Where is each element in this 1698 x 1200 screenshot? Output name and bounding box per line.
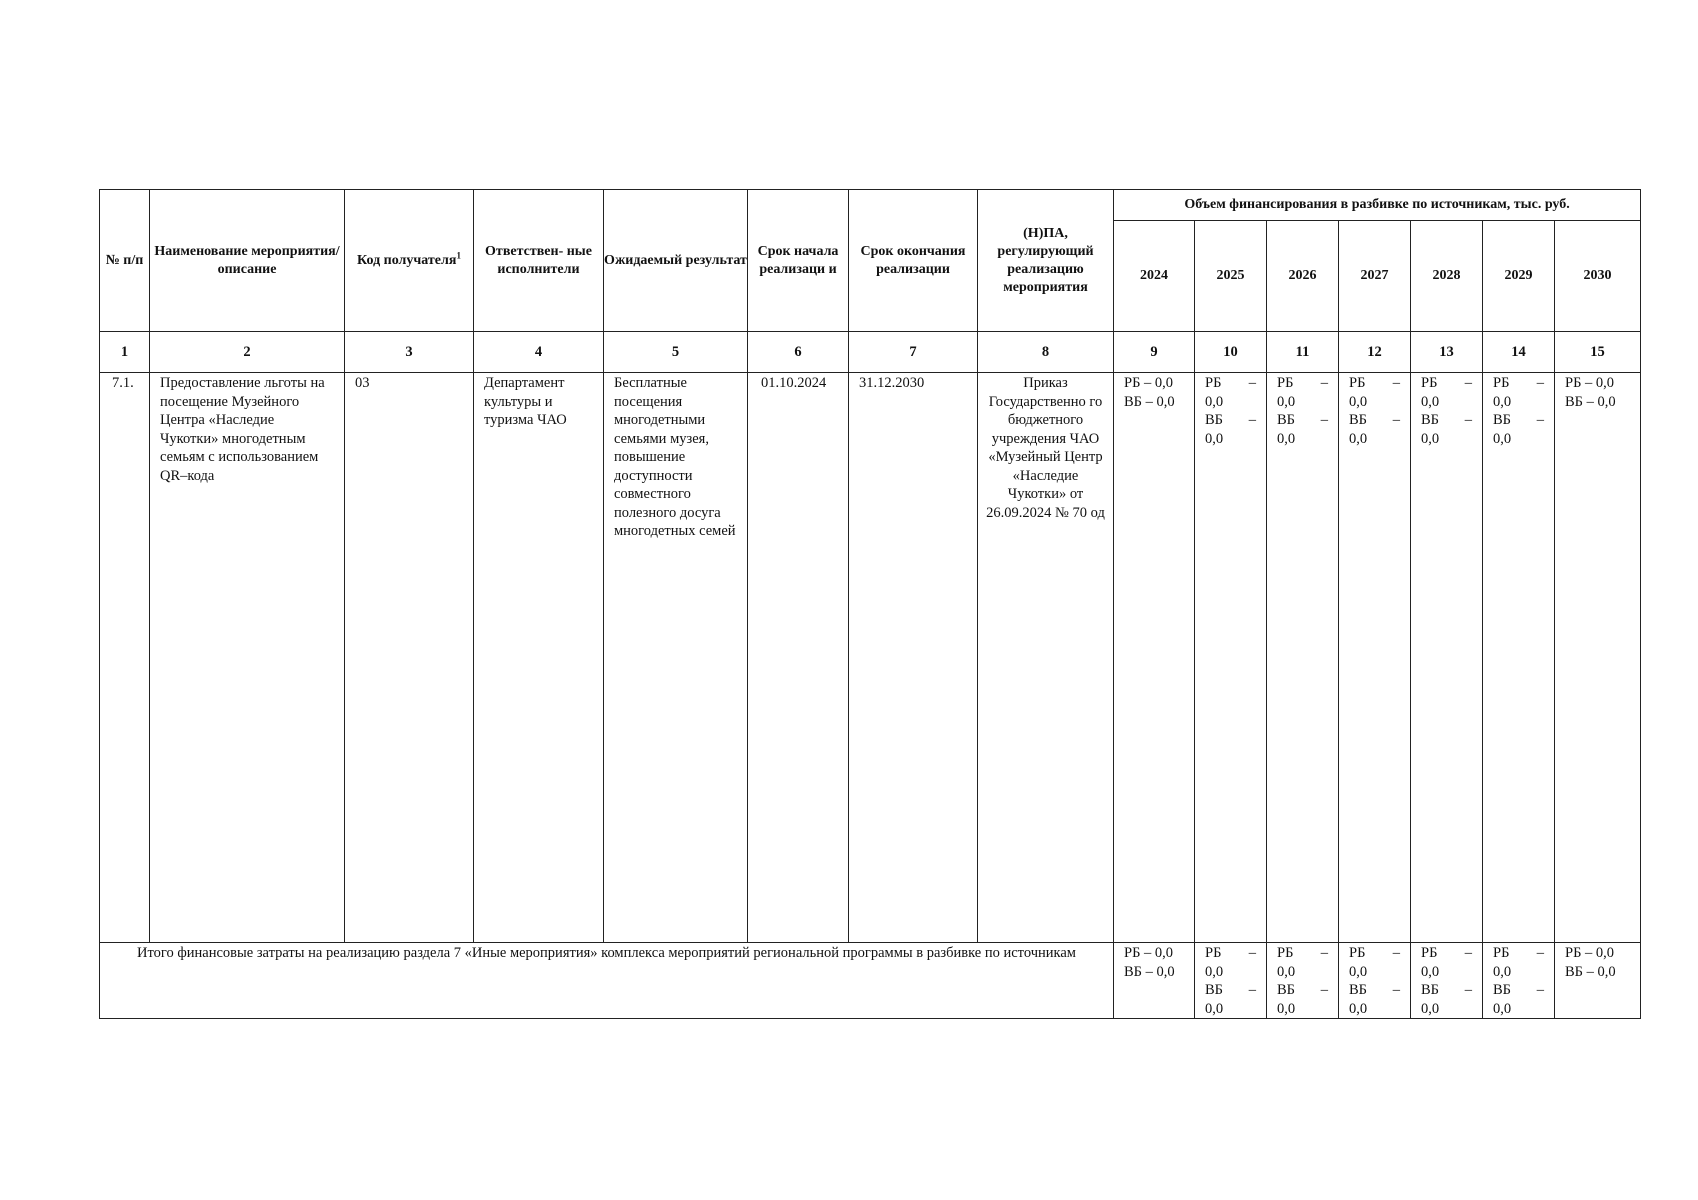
fin-dash: – bbox=[1464, 945, 1472, 961]
fin-rb-value: 0,0 bbox=[1277, 963, 1296, 980]
header-code-text: Код получателя bbox=[357, 252, 457, 268]
total-row bbox=[100, 943, 1641, 1019]
fin-cell-2026 bbox=[1267, 373, 1339, 943]
header-year: 2028 bbox=[1411, 221, 1483, 332]
column-number: 10 bbox=[1195, 332, 1267, 373]
fin-rb-value: 0,0 bbox=[1349, 963, 1368, 980]
total-label: Итого финансовые затраты на реализацию раздела 7 «Иные мероприятия» комплекса мероприятий региональной программы в разбивке по источникам bbox=[100, 943, 1114, 1019]
fin-dash: – bbox=[1536, 945, 1544, 961]
fin-rb: РБ bbox=[1349, 375, 1366, 391]
header-year: 2026 bbox=[1267, 221, 1339, 332]
header-year: 2030 bbox=[1555, 221, 1641, 332]
fin-dash: – bbox=[1392, 982, 1400, 998]
fin-rb-value: 0,0 bbox=[1205, 963, 1224, 980]
fin-dash: – bbox=[1248, 945, 1256, 961]
column-number: 2 bbox=[150, 332, 345, 373]
total-fin-2024 bbox=[1114, 943, 1195, 1019]
fin-vb: ВБ bbox=[1277, 412, 1295, 428]
fin-vb: ВБ – 0,0 bbox=[1565, 393, 1616, 410]
header-code bbox=[345, 190, 474, 332]
column-number: 6 bbox=[748, 332, 849, 373]
fin-vb: ВБ bbox=[1277, 982, 1295, 998]
header-year: 2029 bbox=[1483, 221, 1555, 332]
fin-rb-value: 0,0 bbox=[1349, 393, 1368, 410]
column-number: 12 bbox=[1339, 332, 1411, 373]
fin-vb-value: 0,0 bbox=[1421, 430, 1440, 447]
table-row bbox=[100, 373, 1641, 943]
fin-vb: ВБ bbox=[1349, 982, 1367, 998]
fin-rb: РБ bbox=[1205, 945, 1222, 961]
column-number: 3 bbox=[345, 332, 474, 373]
fin-vb: ВБ bbox=[1493, 412, 1511, 428]
row-name: Предоставление льготы на посещение Музейного Центра «Наследие Чукотки» многодетным семьям с использованием QR–кода bbox=[150, 373, 345, 943]
fin-cell-2027 bbox=[1339, 373, 1411, 943]
fin-rb: РБ bbox=[1421, 945, 1438, 961]
fin-rb: РБ bbox=[1277, 945, 1294, 961]
fin-cell-2025 bbox=[1195, 373, 1267, 943]
fin-dash: – bbox=[1536, 375, 1544, 391]
fin-dash: – bbox=[1320, 982, 1328, 998]
fin-dash: – bbox=[1320, 412, 1328, 428]
fin-dash: – bbox=[1392, 375, 1400, 391]
row-result: Бесплатные посещения многодетными семьями музея, повышение доступности совместного полезного досуга многодетных семей bbox=[604, 373, 748, 943]
fin-dash: – bbox=[1320, 375, 1328, 391]
fin-dash: – bbox=[1392, 412, 1400, 428]
fin-rb: РБ bbox=[1493, 945, 1510, 961]
fin-rb: РБ bbox=[1493, 375, 1510, 391]
column-number: 9 bbox=[1114, 332, 1195, 373]
fin-vb: ВБ – 0,0 bbox=[1565, 963, 1616, 980]
row-code: 03 bbox=[345, 373, 474, 943]
fin-vb-value: 0,0 bbox=[1205, 430, 1224, 447]
fin-vb-value: 0,0 bbox=[1349, 1000, 1368, 1017]
fin-rb: РБ bbox=[1205, 375, 1222, 391]
fin-rb-value: 0,0 bbox=[1205, 393, 1224, 410]
header-financing: Объем финансирования в разбивке по источникам, тыс. руб. bbox=[1114, 190, 1641, 221]
fin-dash: – bbox=[1464, 375, 1472, 391]
fin-rb: РБ bbox=[1421, 375, 1438, 391]
fin-rb-value: 0,0 bbox=[1421, 393, 1440, 410]
fin-dash: – bbox=[1320, 945, 1328, 961]
fin-rb-value: 0,0 bbox=[1277, 393, 1296, 410]
fin-cell-2029 bbox=[1483, 373, 1555, 943]
fin-vb-value: 0,0 bbox=[1493, 430, 1512, 447]
header-year: 2025 bbox=[1195, 221, 1267, 332]
header-start: Срок начала реализаци и bbox=[748, 190, 849, 332]
financing-table bbox=[99, 189, 1641, 1019]
total-fin-2025 bbox=[1195, 943, 1267, 1019]
column-number: 14 bbox=[1483, 332, 1555, 373]
column-number: 8 bbox=[978, 332, 1114, 373]
fin-rb: РБ – 0,0 bbox=[1565, 945, 1615, 961]
row-npa: Приказ Государственно го бюджетного учреждения ЧАО «Музейный Центр «Наследие Чукотки» от 26.09.2024 № 70 од bbox=[978, 373, 1114, 943]
fin-cell-2028 bbox=[1411, 373, 1483, 943]
fin-dash: – bbox=[1248, 375, 1256, 391]
fin-dash: – bbox=[1464, 412, 1472, 428]
fin-vb: ВБ bbox=[1205, 982, 1223, 998]
column-number: 5 bbox=[604, 332, 748, 373]
total-fin-2028 bbox=[1411, 943, 1483, 1019]
fin-vb: ВБ bbox=[1205, 412, 1223, 428]
fin-vb: ВБ bbox=[1493, 982, 1511, 998]
fin-vb-value: 0,0 bbox=[1421, 1000, 1440, 1017]
header-year: 2024 bbox=[1114, 221, 1195, 332]
header-end: Срок окончания реализации bbox=[849, 190, 978, 332]
fin-vb-value: 0,0 bbox=[1277, 1000, 1296, 1017]
fin-cell-2030 bbox=[1555, 373, 1641, 943]
column-number: 7 bbox=[849, 332, 978, 373]
header-npa: (Н)ПА, регулирующий реализацию мероприятия bbox=[978, 190, 1114, 332]
column-number: 1 bbox=[100, 332, 150, 373]
header-num: № п/п bbox=[100, 190, 150, 332]
fin-rb-value: 0,0 bbox=[1421, 963, 1440, 980]
total-fin-2029 bbox=[1483, 943, 1555, 1019]
fin-rb: РБ – 0,0 bbox=[1124, 375, 1174, 391]
fin-vb: ВБ – 0,0 bbox=[1124, 963, 1175, 980]
fin-vb-value: 0,0 bbox=[1493, 1000, 1512, 1017]
column-number: 13 bbox=[1411, 332, 1483, 373]
column-number: 4 bbox=[474, 332, 604, 373]
fin-rb: РБ – 0,0 bbox=[1124, 945, 1174, 961]
total-fin-2026 bbox=[1267, 943, 1339, 1019]
fin-dash: – bbox=[1464, 982, 1472, 998]
fin-dash: – bbox=[1248, 982, 1256, 998]
row-start-date: 01.10.2024 bbox=[748, 373, 849, 943]
total-fin-2027 bbox=[1339, 943, 1411, 1019]
fin-rb-value: 0,0 bbox=[1493, 963, 1512, 980]
fin-vb: ВБ bbox=[1349, 412, 1367, 428]
column-number: 11 bbox=[1267, 332, 1339, 373]
fin-cell-2024 bbox=[1114, 373, 1195, 943]
fin-vb: ВБ bbox=[1421, 982, 1439, 998]
fin-dash: – bbox=[1536, 982, 1544, 998]
fin-vb: ВБ bbox=[1421, 412, 1439, 428]
fin-rb: РБ bbox=[1349, 945, 1366, 961]
fin-rb-value: 0,0 bbox=[1493, 393, 1512, 410]
fin-vb-value: 0,0 bbox=[1349, 430, 1368, 447]
footnote-marker: 1 bbox=[456, 249, 461, 260]
header-executors: Ответствен- ные исполнители bbox=[474, 190, 604, 332]
row-executors: Департамент культуры и туризма ЧАО bbox=[474, 373, 604, 943]
fin-vb: ВБ – 0,0 bbox=[1124, 393, 1175, 410]
header-name: Наименование мероприятия/ описание bbox=[150, 190, 345, 332]
row-number: 7.1. bbox=[100, 373, 150, 943]
column-numbers-row bbox=[100, 332, 1641, 373]
column-number: 15 bbox=[1555, 332, 1641, 373]
header-year: 2027 bbox=[1339, 221, 1411, 332]
fin-dash: – bbox=[1392, 945, 1400, 961]
header-row-1 bbox=[100, 190, 1641, 221]
row-end-date: 31.12.2030 bbox=[849, 373, 978, 943]
fin-dash: – bbox=[1536, 412, 1544, 428]
total-fin-2030 bbox=[1555, 943, 1641, 1019]
fin-dash: – bbox=[1248, 412, 1256, 428]
fin-vb-value: 0,0 bbox=[1205, 1000, 1224, 1017]
fin-rb: РБ – 0,0 bbox=[1565, 375, 1615, 391]
header-result: Ожидаемый результат bbox=[604, 190, 748, 332]
fin-vb-value: 0,0 bbox=[1277, 430, 1296, 447]
fin-rb: РБ bbox=[1277, 375, 1294, 391]
